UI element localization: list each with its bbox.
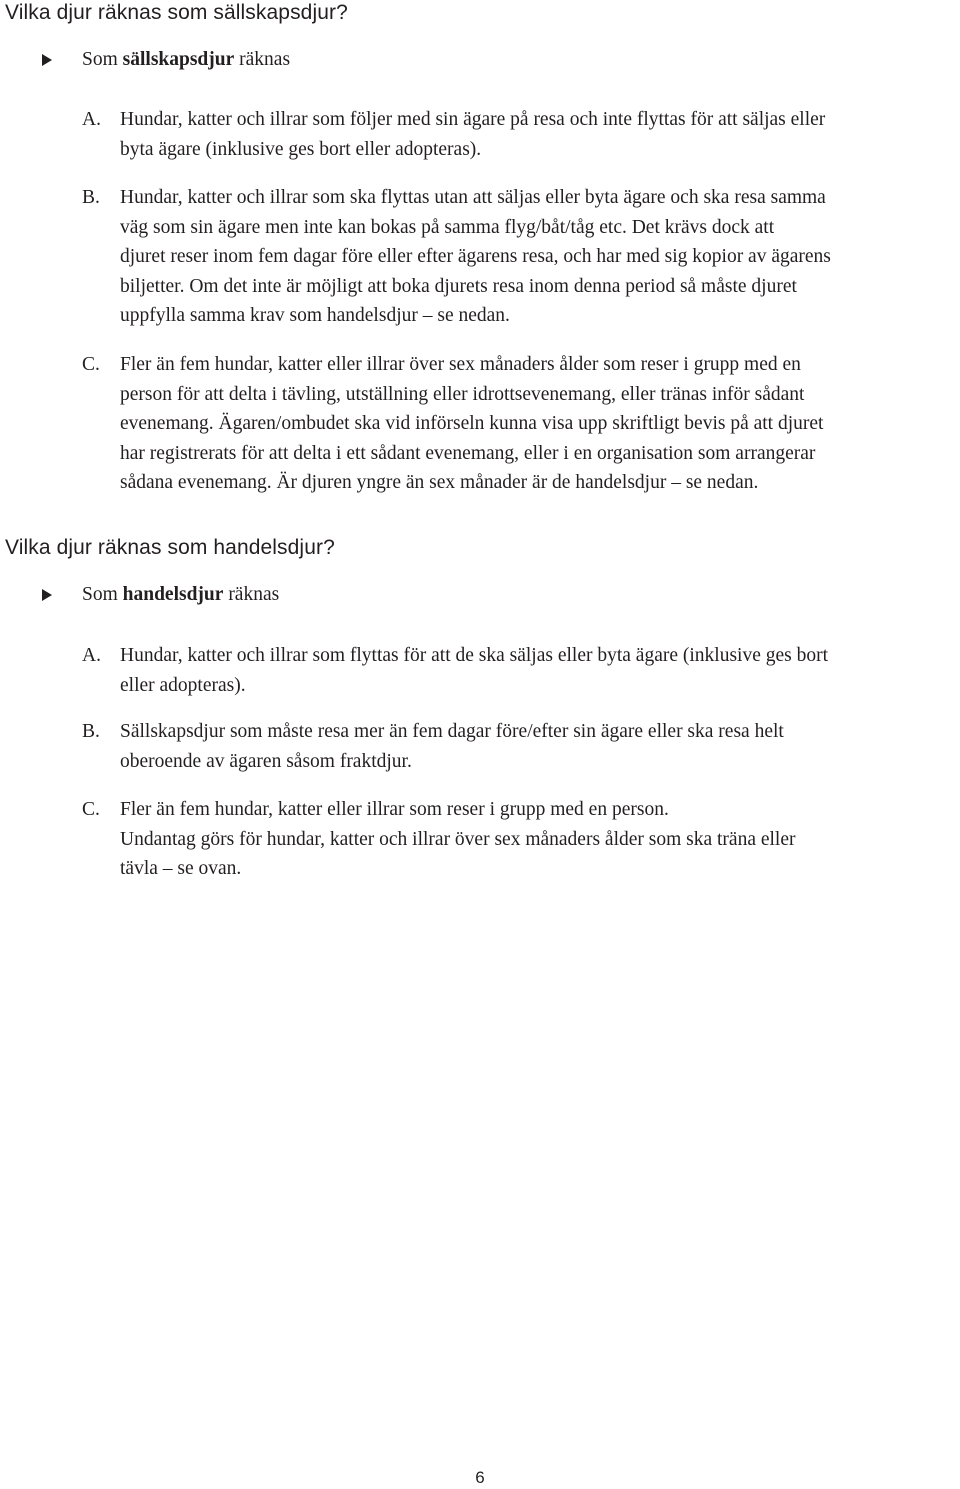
intro-text: Som handelsdjur räknas <box>82 584 280 605</box>
section-heading-handelsdjur: Vilka djur räknas som handelsdjur? <box>5 536 335 559</box>
page-number: 6 <box>475 1468 485 1487</box>
item-letter: B. <box>82 721 100 742</box>
intro-bold-term: sällskapsdjur <box>122 49 235 70</box>
item-text: Fler än fem hundar, katter eller illrar som reser i grupp med en person. Undantag görs för hundar, katter och illrar över sex månaders ålder som ska träna eller tävla – se ovan. <box>120 799 796 879</box>
triangle-bullet-icon <box>42 589 52 601</box>
intro-bold-term: handelsdjur <box>122 584 224 605</box>
triangle-bullet-icon <box>42 54 52 66</box>
item-letter: B. <box>82 187 100 208</box>
section-heading-sallskapsdjur: Vilka djur räknas som sällskapsdjur? <box>5 1 348 24</box>
item-text: Hundar, katter och illrar som följer med sin ägare på resa och inte flyttas för att säljas eller byta ägare (inklusive ges bort eller adopteras). <box>120 109 826 160</box>
item-text: Sällskapsdjur som måste resa mer än fem dagar före/efter sin ägare eller ska resa helt oberoende av ägaren såsom fraktdjur. <box>120 721 784 772</box>
item-text: Hundar, katter och illrar som ska flyttas utan att säljas eller byta ägare och ska resa samma väg som sin ägare men inte kan bokas på samma flyg/båt/tåg etc. Det krävs dock att djuret reser inom fem dagar före eller efter ägarens resa, och har med sig kopior av ägarens biljetter. Om det inte är möjligt att boka djurets resa inom denna period så måste djuret uppfylla samma krav som handelsdjur – se nedan. <box>120 187 831 326</box>
intro-text: Som sällskapsdjur räknas <box>82 49 291 70</box>
item-letter: C. <box>82 799 100 820</box>
item-text: Hundar, katter och illrar som flyttas för att de ska säljas eller byta ägare (inklusive ges bort eller adopteras). <box>120 645 829 696</box>
item-text: Fler än fem hundar, katter eller illrar över sex månaders ålder som reser i grupp med en person för att delta i tävling, utställning eller idrottsevenemang, eller tränas inför sådant evenemang. Ägaren/ombudet ska vid införseln kunna visa upp skriftligt bevis på att djuret har registrerats för att delta i ett sådant evenemang, eller i en organisation som arrangerar sådana evenemang. Är djuren yngre än sex månader är de handelsdjur – se nedan. <box>120 354 824 493</box>
item-letter: A. <box>82 645 101 666</box>
item-letter: A. <box>82 109 101 130</box>
item-letter: C. <box>82 354 100 375</box>
